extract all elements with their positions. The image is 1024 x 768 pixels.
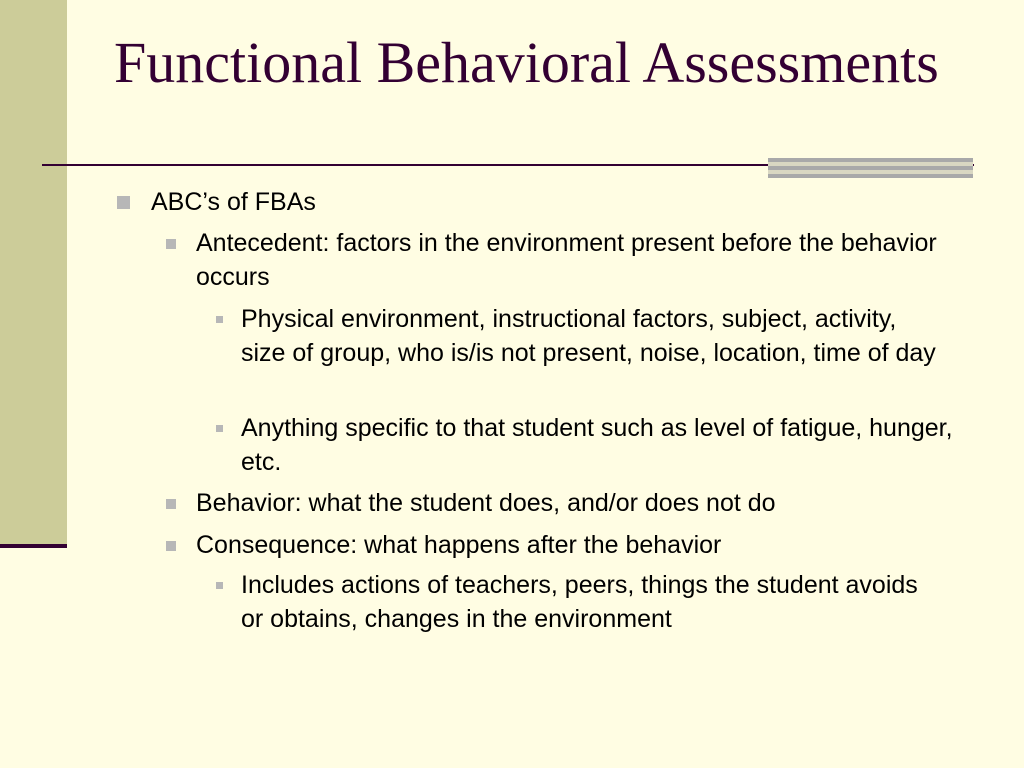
bullet-level3-student-specific: Anything specific to that student such as level of fatigue, hunger, etc.	[241, 414, 953, 476]
square-bullet-icon	[166, 239, 176, 249]
slide-title: Functional Behavioral Assessments	[114, 30, 939, 95]
bullet-level2-consequence: Consequence: what happens after the behavior	[196, 531, 722, 559]
bullet-level2-antecedent: Antecedent: factors in the environment present before the behavior occurs	[196, 229, 937, 291]
square-bullet-icon	[117, 196, 130, 209]
square-bullet-icon	[216, 316, 223, 323]
square-bullet-icon	[166, 499, 176, 509]
square-bullet-icon	[216, 425, 223, 432]
bullet-level2-behavior: Behavior: what the student does, and/or does not do	[196, 489, 776, 517]
bullet-level3-physical-environment: Physical environment, instructional factors, subject, activity, size of group, who is/is not present, noise, location, time of day	[241, 305, 936, 367]
bullet-level3-actions: Includes actions of teachers, peers, things the student avoids or obtains, changes in the environment	[241, 571, 918, 633]
square-bullet-icon	[216, 582, 223, 589]
square-bullet-icon	[166, 541, 176, 551]
bullet-level1-abcs: ABC’s of FBAs	[151, 188, 316, 216]
